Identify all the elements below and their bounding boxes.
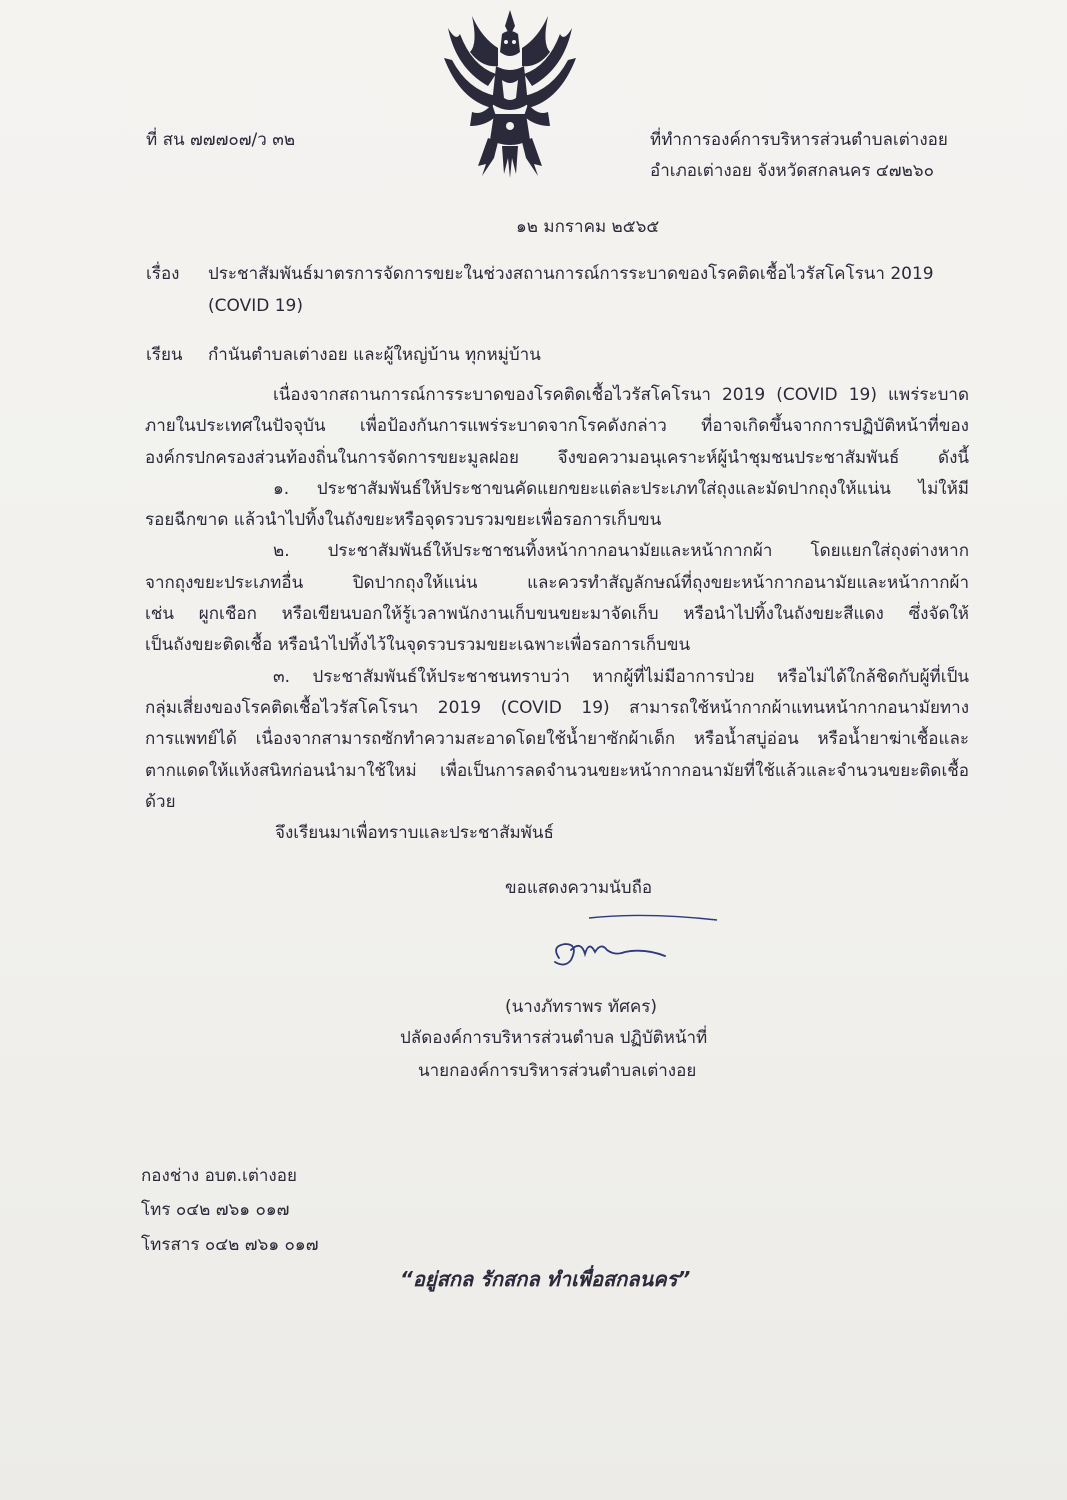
- item3-line: ตากแดดให้แห้งสนิทก่อนนำมาใช้ใหม่ เพื่อเป็นการลดจำนวนขยะหน้ากากอนามัยที่ใช้แล้วและจำนวนขยะติดเชื้อด้วย: [145, 760, 969, 812]
- footer-telephone: โทร ๐๔๒ ๗๖๑ ๐๑๗: [141, 1200, 290, 1220]
- item3-line: การแพทย์ได้ เนื่องจากสามารถซักทำความสะอาดโดยใช้น้ำยาซักผ้าเด็ก หรือน้ำสบู่อ่อน หรือน้ำยาฆ่าเชื้อและ: [145, 729, 969, 750]
- garuda-emblem-icon: [442, 8, 578, 180]
- intro-line: ภายในประเทศในปัจจุบัน เพื่อป้องกันการแพร่ระบาดจากโรคดังกล่าว ที่อาจเกิดขึ้นจากการปฏิบัติหน้าที่ของ: [145, 416, 969, 437]
- item1-line: รอยฉีกขาด แล้วนำไปทิ้งในถังขยะหรือจุดรวบรวมขยะเพื่อรอการเก็บขน: [145, 510, 662, 531]
- motto: “อยู่สกล รักสกล ทำเพื่อสกลนคร”: [400, 1267, 691, 1291]
- item3-line: ๓. ประชาสัมพันธ์ให้ประชาชนทราบว่า หากผู้ที่ไม่มีอาการป่วย หรือไม่ได้ใกล้ชิดกับผู้ที่เป็น: [273, 666, 969, 687]
- subject-label: เรื่อง: [146, 264, 180, 284]
- body-paragraphs: [145, 380, 969, 818]
- signatory-name: (นางภัทราพร ทัศคร): [505, 997, 658, 1017]
- footer-fax: โทรสาร ๐๔๒ ๗๖๑ ๐๑๗: [141, 1235, 319, 1255]
- reference-number: ที่ สน ๗๗๗๐๗/ว ๓๒: [146, 130, 296, 150]
- recipient-text: กำนันตำบลเต่างอย และผู้ใหญ่บ้าน ทุกหมู่บ้าน: [208, 345, 541, 365]
- office-address-line1: ที่ทำการองค์การบริหารส่วนตำบลเต่างอย: [650, 130, 948, 150]
- subject-line1: ประชาสัมพันธ์มาตรการจัดการขยะในช่วงสถานการณ์การระบาดของโรคติดเชื้อไวรัสโคโรนา 2019: [208, 264, 934, 284]
- subject-line2: (COVID 19): [208, 296, 303, 316]
- intro-line: องค์กรปกครองส่วนท้องถิ่นในการจัดการขยะมูลฝอย จึงขอความอนุเคราะห์ผู้นำชุมชนประชาสัมพันธ์ ดังนี้: [145, 447, 969, 468]
- item2-line: จากถุงขยะประเภทอื่น ปิดปากถุงให้แน่น และควรทำสัญลักษณ์ที่ถุงขยะหน้ากากอนามัยและหน้ากากผ้า: [145, 572, 969, 593]
- item2-line: ๒. ประชาสัมพันธ์ให้ประชาชนทิ้งหน้ากากอนามัยและหน้ากากผ้า โดยแยกใส่ถุงต่างหาก: [273, 541, 969, 562]
- item2-line: เช่น ผูกเชือก หรือเขียนบอกให้รู้เวลาพนักงานเก็บขนขยะมาจัดเก็บ หรือนำไปทิ้งในถังขยะสีแดง ซึ่งจัดให้: [145, 604, 969, 625]
- item1-line: ๑. ประชาสัมพันธ์ให้ประชาขนคัดแยกขยะแต่ละประเภทใส่ถุงและมัดปากถุงให้แน่น ไม่ให้มี: [273, 478, 969, 499]
- footer-department: กองช่าง อบต.เต่างอย: [141, 1166, 297, 1186]
- office-address-line2: อำเภอเต่างอย จังหวัดสกลนคร ๔๗๒๖๐: [650, 161, 934, 181]
- signatory-title-line1: ปลัดองค์การบริหารส่วนตำบล ปฏิบัติหน้าที่: [400, 1028, 708, 1048]
- signatory-title-line2: นายกองค์การบริหารส่วนตำบลเต่างอย: [418, 1061, 697, 1081]
- closing-line: จึงเรียนมาเพื่อทราบและประชาสัมพันธ์: [275, 823, 554, 843]
- handwritten-signature: [545, 910, 725, 980]
- recipient-label: เรียน: [146, 345, 183, 365]
- item3-line: กลุ่มเสี่ยงของโรคติดเชื้อไวรัสโคโรนา 2019 (COVID 19) สามารถใช้หน้ากากผ้าแทนหน้ากากอนามัยทาง: [145, 697, 969, 718]
- regards-line: ขอแสดงความนับถือ: [505, 878, 653, 898]
- letter-date: ๑๒ มกราคม ๒๕๖๕: [516, 217, 660, 237]
- item2-line: เป็นถังขยะติดเชื้อ หรือนำไปทิ้งไว้ในจุดรวบรวมขยะเฉพาะเพื่อรอการเก็บขน: [145, 635, 691, 656]
- intro-line: เนื่องจากสถานการณ์การระบาดของโรคติดเชื้อไวรัสโคโรนา 2019 (COVID 19) แพร่ระบาด: [273, 385, 969, 405]
